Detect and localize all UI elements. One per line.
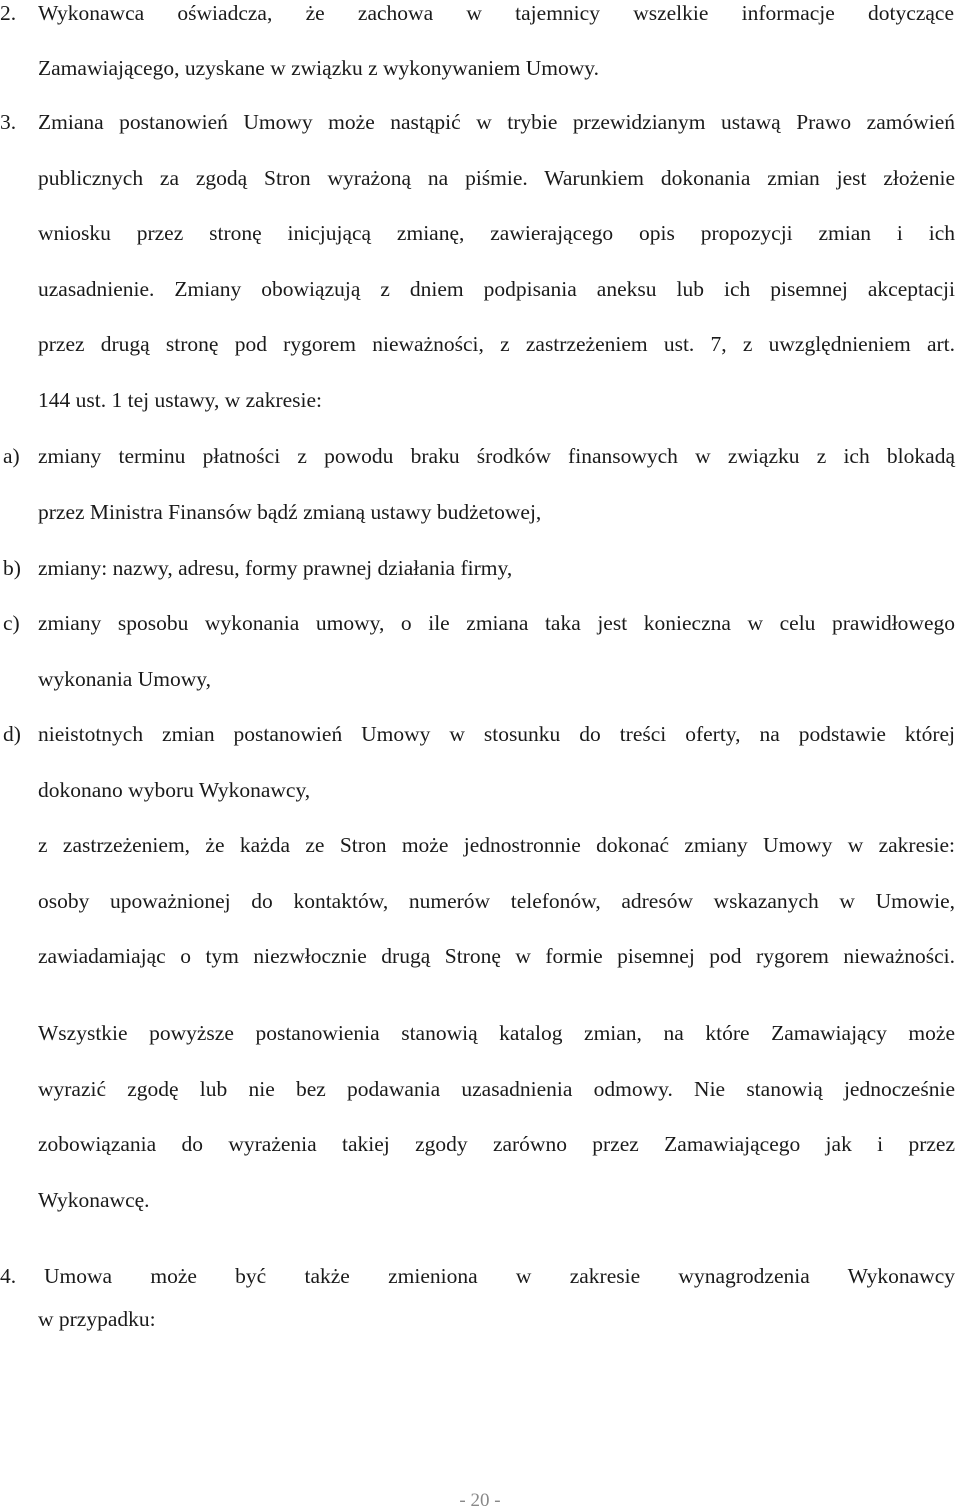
point-c-line-2: wykonania Umowy, (38, 667, 211, 691)
point-d-line-1: nieistotnych zmian postanowień Umowy w stosunku do treści oferty, na podstawie której (38, 722, 955, 746)
reservation-line-3: zawiadamiając o tym niezwłocznie drugą Stronę w formie pisemnej pod rygorem nieważności. (38, 944, 955, 968)
point-d-line-2: dokonano wyboru Wykonawcy, (38, 778, 311, 802)
catalog-line-3: zobowiązania do wyrażenia takiej zgody zarówno przez Zamawiającego jak i przez (38, 1132, 955, 1156)
reservation-line-1: z zastrzeżeniem, że każda ze Stron może jednostronnie dokonać zmiany Umowy w zakresie: (38, 833, 955, 857)
item-3-line-2: publicznych za zgodą Stron wyrażoną na piśmie. Warunkiem dokonania zmian jest złożenie (38, 166, 955, 190)
item-4-line-2: w przypadku: (38, 1307, 156, 1331)
item-4-line-1: Umowa może być także zmieniona w zakresie wynagrodzenia Wykonawcy (44, 1264, 955, 1288)
item-3-line-1: Zmiana postanowień Umowy może nastąpić w trybie przewidzianym ustawą Prawo zamówień (38, 110, 955, 134)
item-2-number: 2. (0, 1, 17, 25)
item-3-line-4: uzasadnienie. Zmiany obowiązują z dniem podpisania aneksu lub ich pisemnej akceptacji (38, 277, 955, 301)
reservation-line-2: osoby upoważnionej do kontaktów, numerów telefonów, adresów wskazanych w Umowie, (38, 889, 955, 913)
catalog-line-2: wyrazić zgodę lub nie bez podawania uzasadnienia odmowy. Nie stanowią jednocześnie (38, 1077, 955, 1101)
item-2-line-1: Wykonawca oświadcza, że zachowa w tajemnicy wszelkie informacje dotyczące (38, 1, 954, 25)
item-3-line-5: przez drugą stronę pod rygorem nieważności, z zastrzeżeniem ust. 7, z uwzględnieniem art. (38, 332, 955, 356)
point-a-line-2: przez Ministra Finansów bądź zmianą ustawy budżetowej, (38, 500, 542, 524)
point-a-marker: a) (3, 444, 20, 468)
item-3-number: 3. (0, 110, 17, 134)
point-b-marker: b) (3, 556, 21, 580)
catalog-line-1: Wszystkie powyższe postanowienia stanowią katalog zmian, na które Zamawiający może (38, 1021, 955, 1045)
point-c-marker: c) (3, 611, 20, 635)
item-3-line-6: 144 ust. 1 tej ustawy, w zakresie: (38, 388, 323, 412)
point-c-line-1: zmiany sposobu wykonania umowy, o ile zmiana taka jest konieczna w celu prawidłowego (38, 611, 955, 635)
item-4-number: 4. (0, 1264, 17, 1288)
point-d-marker: d) (3, 722, 21, 746)
catalog-line-4: Wykonawcę. (38, 1188, 150, 1212)
point-a-line-1: zmiany terminu płatności z powodu braku środków finansowych w związku z ich blokadą (38, 444, 955, 468)
page-number: - 20 - (459, 1490, 501, 1511)
item-3-line-3: wniosku przez stronę inicjującą zmianę, zawierającego opis propozycji zmian i ich (38, 221, 955, 245)
item-2-line-2: Zamawiającego, uzyskane w związku z wykonywaniem Umowy. (38, 56, 599, 80)
point-b-line-1: zmiany: nazwy, adresu, formy prawnej działania firmy, (38, 556, 513, 580)
